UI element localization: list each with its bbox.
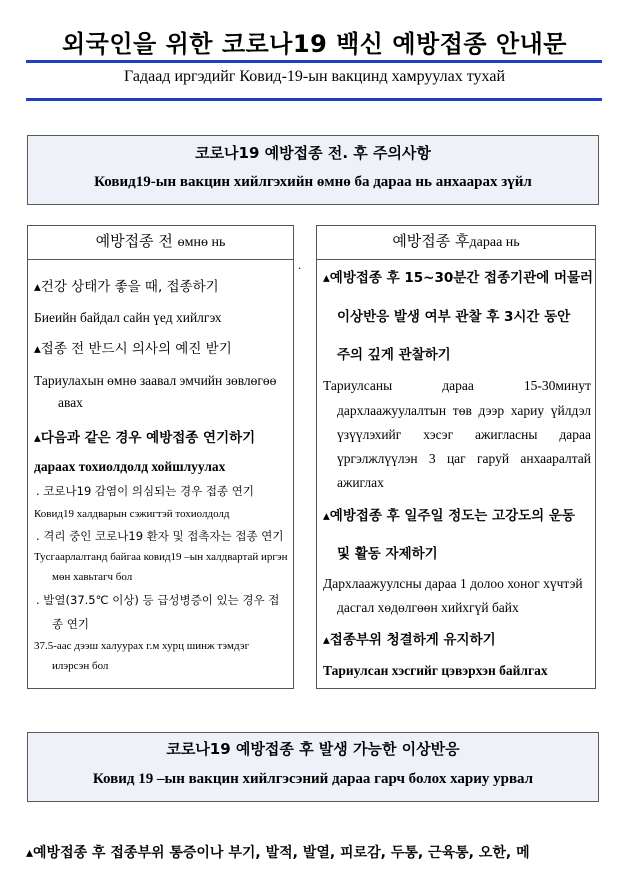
before-item-doctor-exam: ▴접종 전 반드시 의사의 예진 받기 [34, 341, 232, 357]
after-header-korean: 예방접종 후 [392, 232, 470, 250]
before-case-isolation: . 격리 중인 코로나19 환자 및 접촉자는 접종 연기 [36, 529, 284, 543]
before-case-isolation-mn: Тусгаарлалтанд байгаа ковид19 –ын халдвартай иргэн [34, 551, 288, 563]
after-header-mongolian: дараа нь [469, 235, 520, 250]
precautions-banner-korean: 코로나19 예방접종 전. 후 주의사항 [195, 144, 431, 162]
after-item-avoid-exercise: ▴예방접종 후 일주일 정도는 고강도의 운동 [323, 508, 575, 524]
after-item-stay-observe-mn-2: дархлаажуулалтын төв дээр хариу үйлдэл [337, 403, 591, 418]
adverse-reactions-banner [27, 732, 599, 802]
before-header-korean: 예방접종 전 [95, 232, 173, 250]
after-item-keep-clean-mn: Тариулсан хэсгийг цэвэрхэн байлгах [323, 663, 548, 678]
after-item-avoid-exercise-mn-2: дасгал хөдөлгөөн хийхгүй байх [337, 600, 519, 615]
precautions-banner-mongolian: Ковид19-ын вакцин хийлгэхийн өмнө ба дараа нь анхаарах зүйл [94, 174, 532, 190]
precautions-banner [27, 135, 599, 205]
after-item-avoid-exercise-2: 및 활동 자제하기 [337, 546, 438, 562]
adverse-reactions-banner-korean: 코로나19 예방접종 후 발생 가능한 이상반응 [166, 740, 460, 758]
before-item-doctor-exam-mn: Тариулахын өмнө заавал эмчийн зөвлөгөө [34, 373, 277, 388]
after-item-stay-observe-2: 이상반응 발생 여부 관찰 후 3시간 동안 [337, 309, 571, 325]
title-rule-top [26, 60, 602, 63]
before-case-suspected: . 코로나19 감염이 의심되는 경우 접종 연기 [36, 484, 254, 498]
after-item-stay-observe-mn-4: үргэлжлүүлэн 3 цаг гаруй анхааралтай [337, 451, 591, 466]
before-case-isolation-mn-2: мөн хавьтагч бол [52, 571, 133, 583]
separator-mark: · [298, 264, 302, 275]
after-item-stay-observe-mn-3: үзүүлэхийг хэсэг ажигласны дараа [337, 427, 591, 442]
title-rule-bottom [26, 98, 602, 101]
after-item-keep-clean: ▴접종부위 청결하게 유지하기 [323, 632, 496, 648]
before-case-fever: . 발열(37.5℃ 이상) 등 급성병증이 있는 경우 접 [36, 593, 280, 607]
page-title: 외국인을 위한 코로나19 백신 예방접종 안내문 [62, 30, 567, 58]
before-item-postpone-mn: дараах тохиолдолд хойшлуулах [34, 459, 226, 474]
before-case-fever-mn: 37.5-аас дээш халуурах г.м хурц шинж тэмдэг [34, 640, 250, 652]
before-header-mongolian: өмнө нь [177, 235, 226, 250]
before-item-good-health: ▴건강 상태가 좋을 때, 접종하기 [34, 279, 219, 295]
before-case-suspected-mn: Ковид19 халдварын сэжигтэй тохиолдолд [34, 508, 230, 520]
adverse-reactions-banner-mongolian: Ковид 19 –ын вакцин хийлгэсэний дараа гарч болох хариу урвал [92, 771, 534, 787]
after-vaccination-column [316, 225, 596, 689]
before-item-good-health-mn: Биеийн байдал сайн үед хийлгэх [34, 310, 222, 325]
before-case-fever-mn-2: илэрсэн бол [52, 660, 109, 672]
before-column-header [28, 226, 293, 260]
before-case-fever-2: 종 연기 [52, 617, 89, 631]
after-item-stay-observe-mn-5: ажиглах [337, 475, 384, 490]
adverse-reactions-text: ▴예방접종 후 접종부위 통증이나 부기, 발적, 발열, 피로감, 두통, 근육통, 오한, 메 [26, 845, 530, 861]
after-item-avoid-exercise-mn: Дархлаажуулсны дараа 1 долоо хоног хүчтэй [323, 576, 583, 591]
after-item-stay-observe-mn: Тариулсаны дараа 15-30минут [323, 378, 591, 393]
page-subtitle: Гадаад иргэдийг Ковид-19-ын вакцинд хамруулах тухай [124, 68, 505, 85]
before-item-postpone: ▴다음과 같은 경우 예방접종 연기하기 [34, 430, 256, 446]
before-item-doctor-exam-mn-2: авах [58, 395, 83, 410]
after-item-stay-observe: ▴예방접종 후 15~30분간 접종기관에 머물러 [323, 270, 594, 286]
after-item-stay-observe-3: 주의 깊게 관찰하기 [337, 347, 451, 363]
after-column-header [317, 226, 595, 260]
before-vaccination-column [27, 225, 294, 689]
